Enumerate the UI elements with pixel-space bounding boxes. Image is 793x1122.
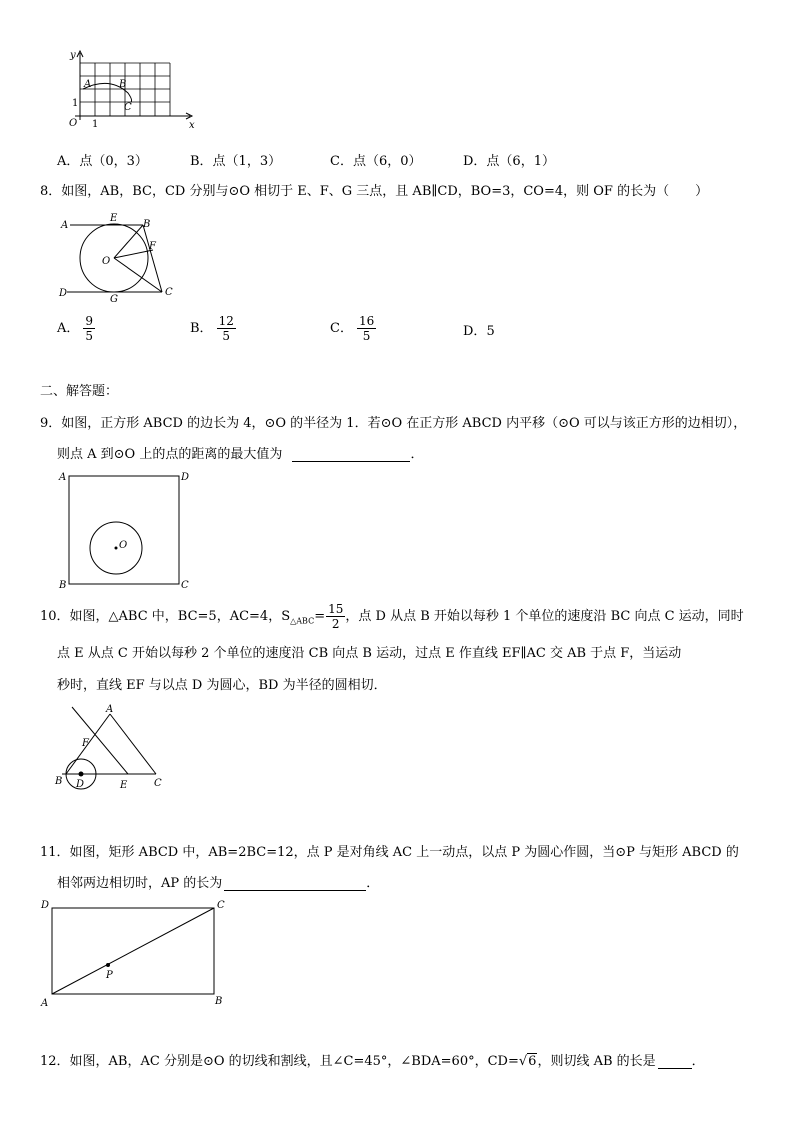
q11-question-line1: 11．如图，矩形 ABCD 中，AB=2BC=12，点 P 是对角线 AC 上一动点，以点 P 为圆心作圆，当⊙P 与矩形 ABCD 的 [40,845,739,860]
q10-label-F: F [82,738,89,749]
q10-line1-a: 10．如图，△ABC 中，BC=5，AC=4，S [40,609,291,624]
q7-label-y: y [70,50,76,61]
q8-option-c [330,314,376,343]
q11-label-C: C [217,900,225,911]
q8-option-d-value: 5 [486,324,495,339]
q7-label-x: x [189,120,195,131]
q7-grid-figure [55,48,205,133]
q8-option-c-num: 16 [358,314,375,328]
q8-option-b-num: 12 [218,314,234,328]
q7-option-a: A．点（0，3） [57,154,148,169]
q8-option-c-fraction [357,314,376,343]
q10-triangle-figure [52,702,172,792]
q12-sqrt-value: 6 [528,1054,537,1069]
q10-frac-den: 2 [331,617,340,631]
q10-area-fraction [326,602,345,631]
q9-line2-text: 则点 A 到⊙O 上的点的距离的最大值为 [57,447,283,462]
q10-equals: = [314,609,326,624]
q8-option-a [57,314,95,343]
q9-label-B: B [59,580,67,591]
q7-option-d: D．点（6，1） [463,154,555,169]
q10-label-E: E [120,780,128,791]
q8-option-c-letter: C． [330,321,353,336]
q11-label-B: B [215,996,223,1007]
q9-square-figure [55,468,205,593]
q11-line2-text: 相邻两边相切时，AP 的长为 [57,876,223,891]
q12-question [40,1050,705,1069]
q11-label-P: P [106,970,113,981]
q10-question-line2: 点 E 从点 C 开始以每秒 2 个单位的速度沿 CB 向点 B 运动，过点 E 作直线 EF∥AC 交 AB 于点 F，当运动 [57,646,682,661]
q11-label-D: D [41,900,50,911]
q12-answer-blank[interactable] [658,1054,692,1069]
q9-label-O: O [119,540,128,551]
q8-option-a-letter: A． [57,321,80,336]
q10-label-D: D [76,779,85,790]
q10-frac-num: 15 [328,602,344,616]
q11-line2-end: ． [366,876,380,891]
q7-label-1x: 1 [92,119,99,130]
q8-option-a-num: 9 [85,314,94,328]
q11-label-A: A [41,998,49,1009]
q10-question-line1 [40,600,744,639]
q9-question-line2 [57,443,424,462]
q7-label-O: O [69,118,78,129]
q12-text-a: 12．如图，AB，AC 分别是⊙O 的切线和割线，且∠C=45°，∠BDA=60°，CD= [40,1054,519,1069]
q11-answer-blank[interactable] [224,876,366,891]
q7-option-b: B．点（1，3） [190,154,282,169]
q7-label-A: A [84,79,92,90]
q7-option-c: C．点（6，0） [330,154,422,169]
q8-label-B: B [143,219,151,230]
q8-option-b-letter: B． [190,321,213,336]
q8-option-b-den: 5 [222,329,231,343]
q7-label-C: C [124,102,132,113]
q10-line1-b: ，点 D 从点 B 开始以每秒 1 个单位的速度沿 BC 向点 C 运动，同时 [345,609,744,624]
section-heading: 二、解答题： [40,384,119,399]
q8-label-A: A [61,220,69,231]
q10-question-line3: 秒时，直线 EF 与以点 D 为圆心，BD 为半径的圆相切． [57,678,387,693]
q12-sqrt-symbol: √ [518,1054,528,1069]
q9-line2-end: ． [410,447,424,462]
q12-text-b: ，则切线 AB 的长是 [537,1054,656,1069]
q11-rectangle-figure [35,895,235,1015]
q8-question-text: 8．如图，AB，BC，CD 分别与⊙O 相切于 E、F、G 三点，且 AB∥CD，BO=3，CO=4，则 OF 的长为（ ） [40,184,709,199]
q11-question-line2 [57,872,379,891]
q8-option-d-letter: D． [463,324,487,339]
q8-option-d [463,320,495,339]
q8-label-D: D [59,288,68,299]
q8-option-a-fraction [83,314,95,343]
q9-label-D: D [181,472,190,483]
q8-option-c-den: 5 [362,329,371,343]
q10-area-subscript: △ABC [290,616,315,626]
q12-end: ． [691,1054,705,1069]
q8-option-a-den: 5 [85,329,94,343]
q10-label-A: A [106,704,114,715]
q8-label-G: G [110,294,118,305]
q9-question-line1: 9．如图，正方形 ABCD 的边长为 4，⊙O 的半径为 1．若⊙O 在正方形 ABCD 内平移（⊙O 可以与该正方形的边相切）， [40,416,747,431]
q10-label-B: B [55,776,63,787]
q8-option-b [190,314,236,343]
q8-label-O: O [102,256,111,267]
q9-label-C: C [181,580,189,591]
q7-label-B: B [119,79,127,90]
q7-label-1y: 1 [72,98,79,109]
q8-label-E: E [110,213,118,224]
q9-answer-blank[interactable] [292,447,410,462]
q8-label-C: C [165,287,173,298]
q9-label-A: A [59,472,67,483]
q8-tangent-figure [55,210,185,305]
q8-option-b-fraction [217,314,236,343]
q8-label-F: F [149,241,156,252]
q10-label-C: C [154,778,162,789]
